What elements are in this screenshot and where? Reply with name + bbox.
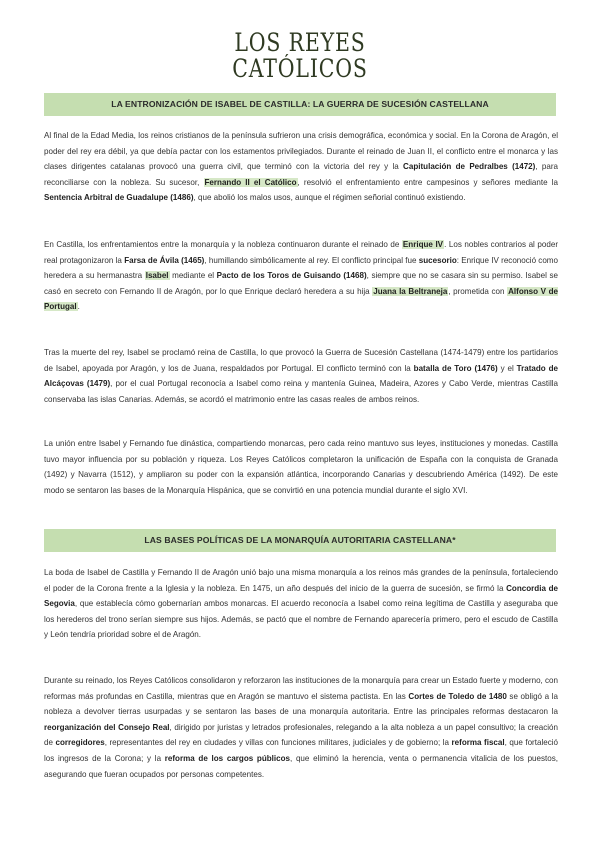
bold-term: Capitulación de Pedralbes (1472): [403, 162, 536, 172]
text-run: . Los nobles contrarios al poder real protagonizaron la: [44, 240, 558, 265]
bold-term: reforma de los cargos públicos: [164, 753, 291, 763]
text-run: , que eliminó la herencia, venta o permanencia vitalicia de los puestos, asegurando que fueran ocupados por personas competentes.: [44, 753, 558, 779]
paragraph: [44, 237, 558, 315]
bold-term: Farsa de Ávila (1465): [124, 255, 205, 265]
paragraph: [44, 345, 558, 407]
bold-term: Pacto de los Toros de Guisando (1468): [216, 271, 367, 281]
text-run: , para reconciliarse con la nobleza. Su sucesor,: [44, 162, 558, 187]
section-heading-1: LA ENTRONIZACIÓN DE ISABEL DE CASTILLA: LA GUERRA DE SUCESIÓN CASTELLANA: [44, 93, 556, 116]
text-run: .: [77, 302, 80, 312]
highlighted-term: Alfonso V de Portugal: [44, 286, 558, 312]
text-run: Durante su reinado, los Reyes Católicos consolidaron y reforzaron las instituciones de la monarquía para crear un Estado fuerte y moderno, con reformas más profundas en Castilla, mientras que en Aragón se mantuvo el sistema pactista. En las: [44, 676, 558, 701]
bold-term: batalla de Toro (1476): [413, 363, 498, 373]
bold-term: Cortes de Toledo de 1480: [408, 691, 507, 701]
text-run: , representantes del rey en ciudades y villas con funciones militares, judiciales y de gobierno; la: [104, 738, 452, 748]
text-run: , que establecía cómo gobernarían ambos monarcas. El acuerdo reconocía a Isabel como reina legítima de Castilla y aseguraba que los herederos del trono serían siempre sus hijos. Además, se pactó que el nombre de Fernando aparecería primero, pero el escudo de Castilla y León tendría prioridad sobre el de Aragón.: [44, 599, 558, 640]
bold-term: reforma fiscal: [451, 738, 505, 748]
highlighted-term: Juana la Beltraneja: [373, 286, 448, 296]
text-run: , dirigido por juristas y letrados profesionales, relegando a la alta nobleza a un papel consultivo; la creación de: [44, 722, 558, 748]
text-run: En Castilla, los enfrentamientos entre la monarquía y la nobleza continuaron durante el reinado de: [44, 240, 402, 249]
document-title: [0, 0, 600, 88]
bold-term: reorganización del Consejo Real: [44, 722, 170, 732]
text-run: La boda de Isabel de Castilla y Fernando II de Aragón unió bajo una misma monarquía a los reinos más grandes de la península, fortaleciendo el poder de la Corona frente a la Iglesia y la nobleza. En 1475, un año después del inicio de la guerra de sucesión, se firmó la: [44, 568, 558, 593]
text-run: , resolvió el enfrentamiento entre campesinos y señores mediante la: [297, 177, 558, 187]
text-run: , siempre que no se casara sin su permiso. Isabel se casó en secreto con Fernando II de Aragón, por lo que Enrique declaró heredera a su hija: [44, 271, 558, 296]
text-run: , humillando simbólicamente al rey. El conflicto principal fue: [204, 255, 419, 265]
text-run: se obligó a la nobleza a devolver tierras usurpadas y se sentaron las bases de una monarquía autoritaria. Entre las principales reformas destacaron la: [44, 691, 558, 717]
highlighted-term: Enrique IV: [402, 240, 444, 249]
text-run: Tras la muerte del rey, Isabel se proclamó reina de Castilla, lo que provocó la Guerra de Sucesión Castellana (1474-1479) entre los partidarios de Isabel, apoyada por Aragón, y los de Juana, respaldados por Portugal. El conflicto terminó con la: [44, 348, 558, 373]
text-run: mediante el: [169, 271, 217, 281]
paragraph: [44, 128, 558, 206]
text-run: , que fortaleció los ingresos de la Corona; y la: [44, 738, 558, 763]
paragraph: [44, 673, 558, 782]
text-run: y el: [497, 363, 517, 373]
highlighted-term: Fernando II el Católico: [204, 177, 297, 187]
paragraph: [44, 436, 558, 498]
text-run: , que abolió los malos usos, aunque el régimen señorial continuó existiendo.: [193, 193, 466, 203]
bold-term: sucesorio: [418, 255, 457, 265]
paragraph: [44, 565, 558, 643]
highlighted-term: Isabel: [145, 271, 169, 281]
title-line-1: LOS REYES: [234, 28, 366, 57]
bold-term: Concordia de Segovia: [44, 583, 558, 609]
title-line-2: CATÓLICOS: [232, 54, 368, 83]
bold-term: Tratado de Alcáçovas (1479): [44, 363, 558, 389]
text-run: : Enrique IV reconoció como heredera a su hermanastra: [44, 255, 558, 281]
text-run: Al final de la Edad Media, los reinos cristianos de la península sufrieron una crisis demográfica, económica y social. En la Corona de Aragón, el poder del rey era débil, ya que debía pactar con los estamentos privilegiados. Durante el reinado de Juan II, el conflicto entre el monarca y las clases dirigentes catalanas provocó una guerra civil, que terminó con la victoria del rey y la: [44, 131, 558, 172]
bold-term: Sentencia Arbitral de Guadalupe (1486): [44, 193, 194, 203]
section-heading-2: LAS BASES POLÍTICAS DE LA MONARQUÍA AUTORITARIA CASTELLANA*: [44, 529, 556, 552]
bold-term: corregidores: [55, 738, 105, 748]
text-run: La unión entre Isabel y Fernando fue dinástica, compartiendo monarcas, pero cada reino mantuvo sus leyes, instituciones y monedas. Castilla tuvo mayor influencia por su población y riqueza. Los Reyes Católicos completaron la unificación de España con la conquista de Granada (1492) y Navarra (1512), y ampliaron su poder con la expansión atlántica, incorporando Canarias y descubriendo América (1492). De este modo se sentaron las bases de la Monarquía Hispánica, que se convirtió en una potencia mundial durante el siglo XVI.: [44, 439, 558, 495]
text-run: , prometida con: [448, 286, 508, 296]
text-run: , por el cual Portugal reconocía a Isabel como reina y mantenía Guinea, Madeira, Azores y Cabo Verde, mientras Castilla conservaba las islas Canarias. Además, se acordó el matrimonio entre las casas reales de ambos reinos.: [44, 379, 558, 404]
